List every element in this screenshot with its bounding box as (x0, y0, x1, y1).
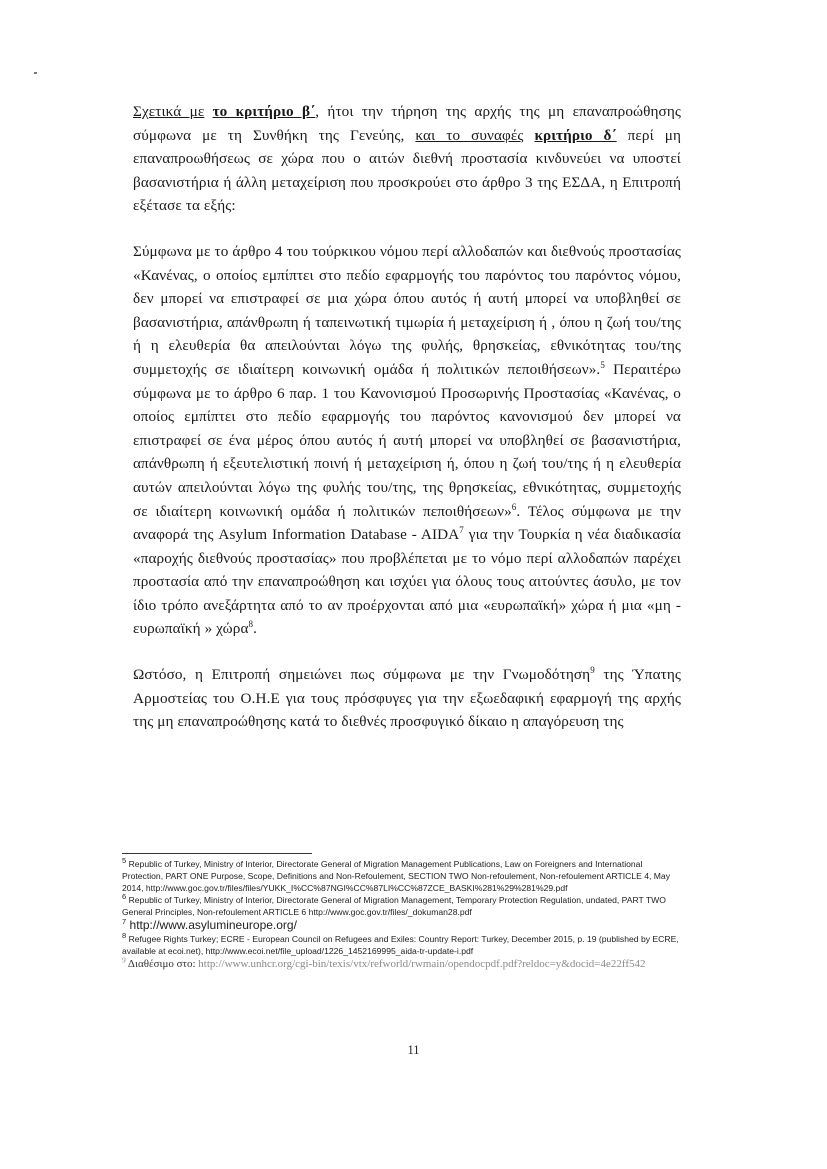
body-text (133, 100, 681, 756)
paragraph-text: Σύμφωνα με το άρθρο 4 του τούρκικου νόμου περί αλλοδαπών και διεθνούς προστασίας «Κανένας, ο οποίος εμπίπτει στο πεδίο εφαρμογής του παρόντος του παρόντος νόμου, δεν μπορεί να επιστραφεί σε μια χώρα όπου αυτός ή αυτή μπορεί να υποβληθεί σε βασανιστήρια, απάνθρωπη ή ταπεινωτική τιμωρία ή μεταχείριση ή , όπου η ζωή του/της ή η ελευθερία θα απειλούνται λόγω της φυλής, θρησκείας, εθνικότητας του/της συμμετοχής σε ιδιαίτερη κοινωνική ομάδα ή πολιτικών πεποιθήσεων». (133, 242, 681, 378)
paragraph-text: της Ύπατης Αρμοστείας του Ο.Η.Ε για τους πρόσφυγες για την εξωεδαφική εφαρμογή της αρχής της μη επαναπροώθησης κατά το διεθνές προσφυγικό δίκαιο η απαγόρευση της (133, 666, 681, 731)
paragraph-text: Περαιτέρω σύμφωνα με το άρθρο 6 παρ. 1 του Κανονισμού Προσωρινής Προστασίας «Κανένας, ο οποίος εμπίπτει στο πεδίο εφαρμογής του παρόντος κανονισμού δεν μπορεί να επιστραφεί σε ένα μέρος όπου αυτός ή αυτή μπορεί να υποβληθεί σε βασανιστήρια, απάνθρωπη ή εξευτελιστική ποινή ή μεταχείριση ή, όπου η ζωή του/της ή η ελευθερία αυτών απειλούνται λόγω της φυλής του/της, της θρησκείας, εθνικότητας, συμμετοχής σε ιδιαίτερη κοινωνική ομάδα ή πολιτικών πεποιθήσεων» (133, 360, 682, 520)
footnote-divider (122, 853, 312, 854)
footnote-text: Republic of Turkey, Ministry of Interior, Directorate General of Migration Management, Temporary Protection Regulation, undated, PART TWO General Principles, Non-refoulement ARTICLE 6 http://www.goc.gov.tr/files/_dokuman28.pdf (122, 895, 666, 917)
footnote-7 (122, 918, 682, 933)
footnote-6 (122, 894, 682, 918)
page-number: 11 (407, 1043, 420, 1057)
paragraph-unhcr (133, 663, 681, 734)
criterion-d-heading: κριτήριο δ΄ (534, 126, 617, 144)
paragraph-turkish-law (133, 240, 681, 641)
footnote-number: 6 (122, 892, 127, 902)
footnote-link[interactable]: http://www.asylumineurope.org/ (129, 918, 297, 932)
paragraph-text: . (253, 620, 258, 638)
paragraph-text: , ήτοι την τήρηση της αρχής της μη επαναπροώθησης σύμφωνα με τη Συνθήκη της Γενεύης, (133, 103, 681, 144)
paragraph-criterion-b (133, 100, 681, 218)
footnote-number: 8 (122, 931, 127, 941)
footnote-number: 9 (122, 955, 126, 965)
paragraph-text: για την Τουρκία η νέα διαδικασία «παροχής διεθνούς προστασίας» που προβλέπεται με το νόμο περί αλλοδαπών παρέχει προστασία από την επαναπροώθηση και ισχύει για όλους τους αιτούντες άσυλο, με τον ίδιο τρόπο ανεξάρτητα από το αν προέρχονται από μια «ευρωπαϊκή» χώρα ή μια «μη - ευρωπαϊκή » χώρα (133, 526, 681, 638)
footnote-ref-9: 9 (590, 665, 595, 675)
footnote-number: 7 (122, 917, 127, 926)
underlined-phrase: και το συναφές (415, 126, 524, 144)
footnote-ref-6: 6 (511, 501, 517, 512)
underlined-phrase: Σχετικά με (133, 103, 205, 120)
criterion-b-heading: το κριτήριο β΄ (212, 103, 316, 120)
footnote-label: Διαθέσιμο στο: (127, 958, 196, 970)
paragraph-text: Ωστόσο, η Επιτροπή σημειώνει πως σύμφωνα με την Γνωμοδότηση (133, 666, 591, 684)
footnote-5 (122, 858, 682, 894)
footnote-text: Republic of Turkey, Ministry of Interior, Directorate General of Migration Management Publications, Law on Foreigners and International Protection, PART ONE Purpose, Scope, Definitions and Non-Refoulement, SECTION TWO Non-refoulement, Non-refoulement ARTICLE 4, May 2014, http://www.goc.gov.tr/files/files/YUKK_I%CC%87NGI%CC%87LI%CC%87ZCE_BASKI%281%29%281%29.pdf (122, 859, 671, 893)
footnote-8 (122, 933, 682, 957)
scan-speck (34, 72, 37, 74)
paragraph-text: περί μη επαναπροωθήσεως σε χώρα που ο αιτών διεθνή προστασία κινδυνεύει να υποστεί βασανιστήρια ή άλλη μεταχείριση που προσκρούει στο άρθρο 3 της ΕΣΔΑ, η Επιτροπή εξέτασε τα εξής: (133, 126, 681, 215)
footnote-9 (122, 957, 682, 972)
footnote-ref-8: 8 (248, 619, 254, 630)
footnote-ref-7: 7 (459, 525, 464, 536)
footnote-link[interactable]: http://www.unhcr.org/cgi-bin/texis/vtx/refworld/rwmain/opendocpdf.pdf?reldoc=y&docid=4e22ff542 (198, 958, 646, 970)
footnote-number: 5 (122, 856, 127, 866)
footnote-text: Refugee Rights Turkey; ECRE - European Council on Refugees and Exiles: Country Report: Turkey, December 2015, p. 19 (published by ECRE, available at ecoi.net), http://www.ecoi.net/file_upload/1226_1452169995_aida-tr-update-i.pdf (122, 934, 679, 956)
footnotes (122, 858, 682, 972)
paragraph-text: . Τέλος σύμφωνα με την αναφορά της Asylum Information Database - AIDA (133, 502, 681, 544)
footnote-ref-5: 5 (600, 359, 605, 370)
